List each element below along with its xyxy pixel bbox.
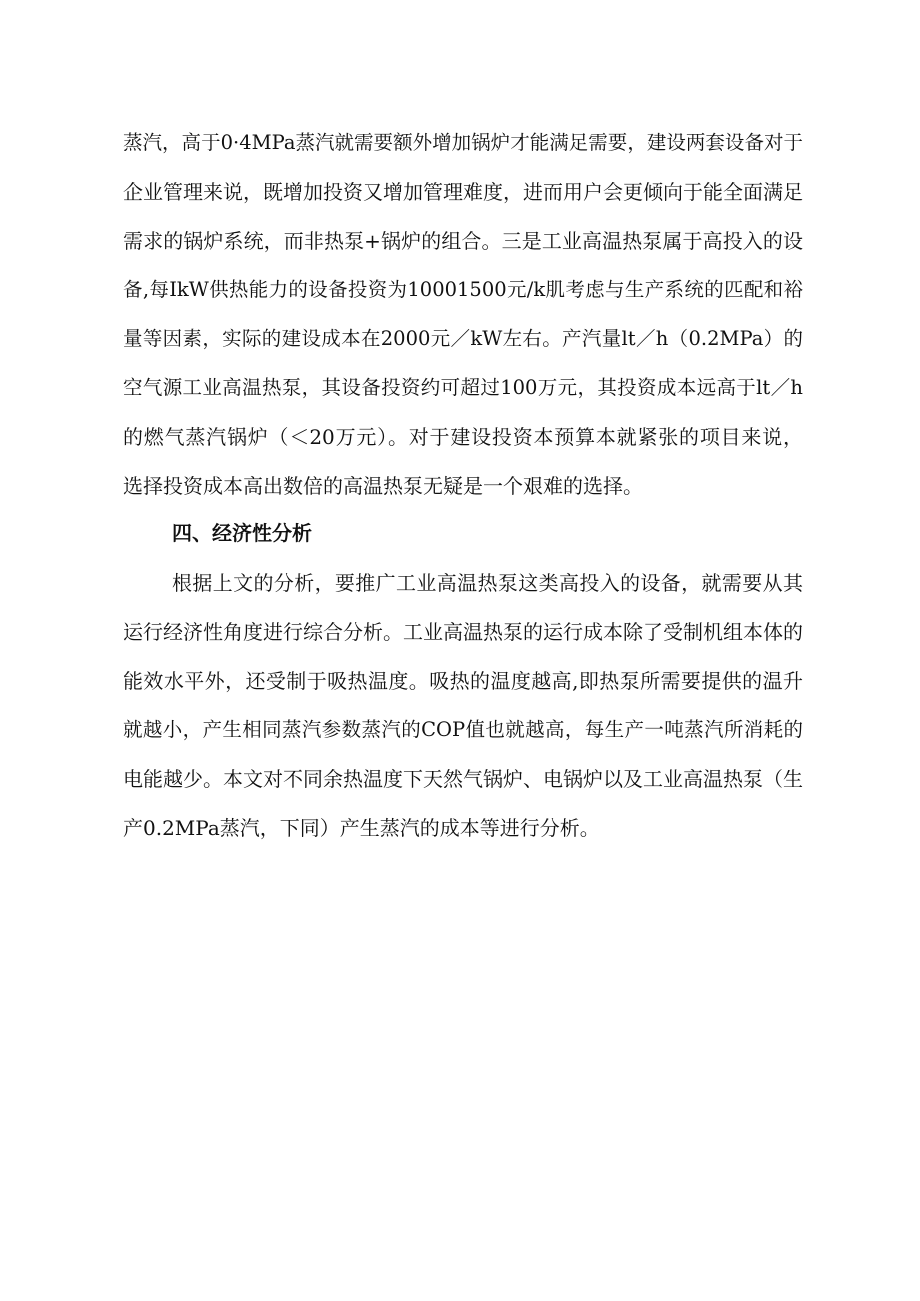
text-line: 运行经济性角度进行综合分析。工业高温热泵的运行成本除了受制机组本体的	[123, 620, 803, 644]
text-line: 蒸汽，高于0·4MPa蒸汽就需要额外增加锅炉才能满足需要，建设两套设备对于	[123, 131, 803, 154]
text-line: 能效水平外，还受制于吸热温度。吸热的温度越高,即热泵所需要提供的温升	[123, 669, 803, 693]
text-line: 就越小，产生相同蒸汽参数蒸汽的COP值也就越高，每生产一吨蒸汽所消耗的	[123, 718, 803, 741]
text-line: 产0.2MPa蒸汽，下同）产生蒸汽的成本等进行分析。	[123, 816, 600, 840]
text-line: 量等因素，实际的建设成本在2000元／kW左右。产汽量lt／h（0.2MPa）的	[123, 327, 803, 350]
text-line: 选择投资成本高出数倍的高温热泵无疑是一个艰难的选择。	[123, 474, 643, 498]
text-line: 空气源工业高温热泵，其设备投资约可超过100万元，其投资成本远高于lt／h	[123, 376, 803, 399]
text-line: 的燃气蒸汽锅炉（＜20万元）。对于建设投资本预算本就紧张的项目来说，	[123, 425, 803, 449]
text-line: 根据上文的分析，要推广工业高温热泵这类高投入的设备，就需要从其	[172, 571, 803, 595]
text-line: 需求的锅炉系统，而非热泵+锅炉的组合。三是工业高温热泵属于高投入的设	[123, 229, 803, 253]
section-heading: 四、经济性分析	[172, 521, 312, 545]
text-line: 备,每IkW供热能力的设备投资为10001500元/k肌考虑与生产系统的匹配和裕	[123, 278, 803, 301]
text-line: 企业管理来说，既增加投资又增加管理难度，进而用户会更倾向于能全面满足	[123, 180, 803, 204]
text-line: 电能越少。本文对不同余热温度下天然气锅炉、电锅炉以及工业高温热泵（生	[123, 767, 803, 791]
